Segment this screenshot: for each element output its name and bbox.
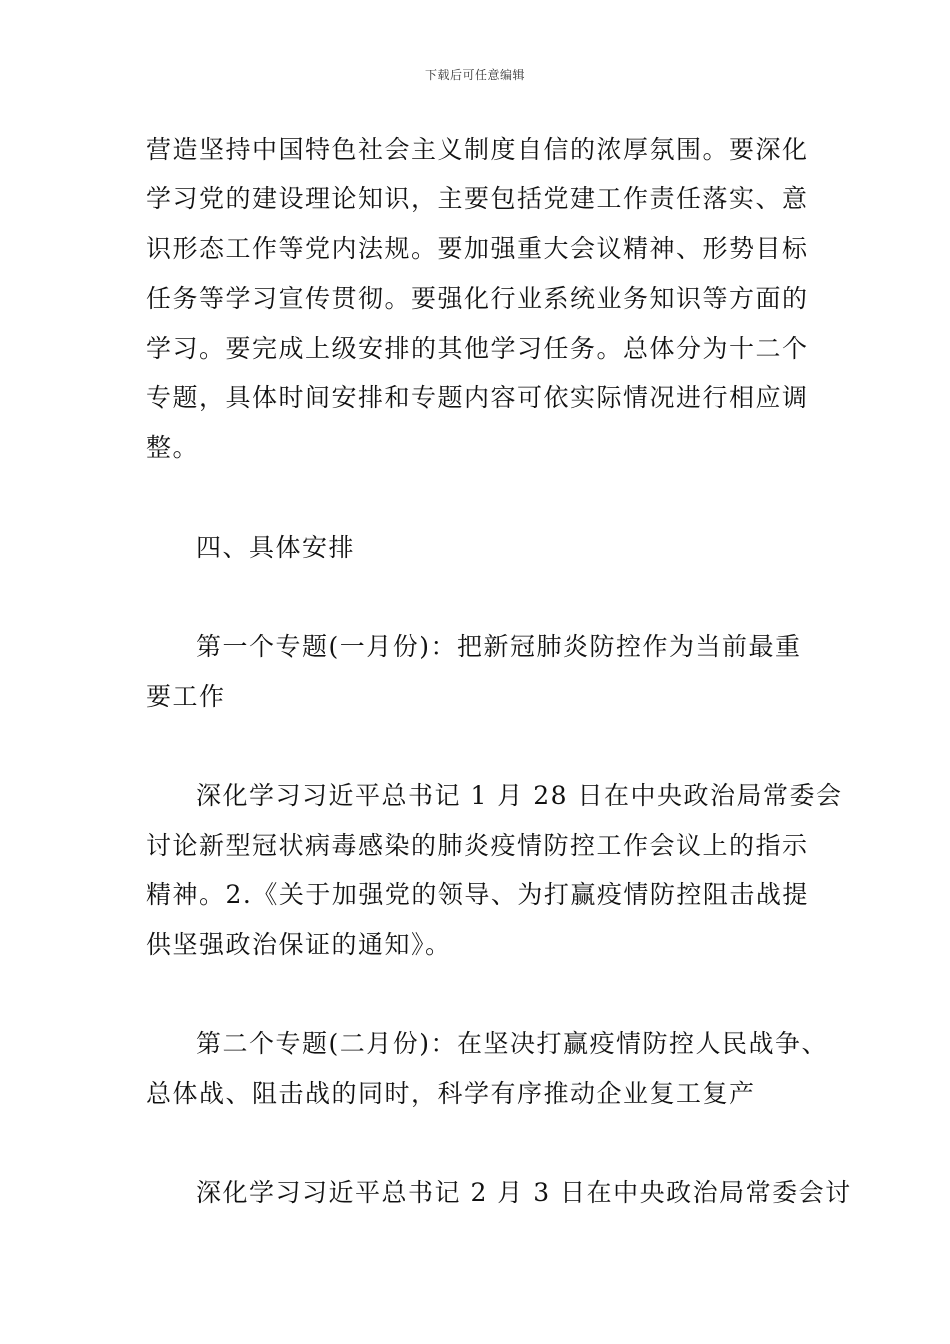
text-line: 精神。2.《关于加强党的领导、为打赢疫情防控阻击战提	[146, 880, 809, 909]
text-line: 深化学习习近平总书记 1 月 28 日在中央政治局常委会	[196, 781, 843, 810]
text-line: 深化学习习近平总书记 2 月 3 日在中央政治局常委会讨	[196, 1178, 852, 1207]
text-line: 学习。要完成上级安排的其他学习任务。总体分为十二个	[146, 334, 809, 363]
text-line: 总体战、阻击战的同时，科学有序推动企业复工复产	[146, 1079, 756, 1108]
text-line: 专题，具体时间安排和专题内容可依实际情况进行相应调	[146, 383, 809, 412]
page-header: 下载后可任意编辑	[424, 68, 525, 82]
text-line: 讨论新型冠状病毒感染的肺炎疫情防控工作会议上的指示	[146, 831, 809, 860]
text-line: 营造坚持中国特色社会主义制度自信的浓厚氛围。要深化	[146, 135, 809, 164]
text-line: 第二个专题(二月份)：在坚决打赢疫情防控人民战争、	[196, 1029, 829, 1058]
text-line: 任务等学习宣传贯彻。要强化行业系统业务知识等方面的	[146, 284, 809, 313]
section-heading: 四、具体安排	[196, 533, 356, 562]
text-line: 学习党的建设理论知识，主要包括党建工作责任落实、意	[146, 184, 809, 213]
text-line: 要工作	[146, 682, 226, 711]
text-line: 供坚强政治保证的通知》。	[146, 930, 452, 959]
text-line: 第一个专题(一月份)：把新冠肺炎防控作为当前最重	[196, 632, 802, 661]
text-line: 整。	[146, 433, 200, 462]
text-line: 识形态工作等党内法规。要加强重大会议精神、形势目标	[146, 234, 809, 263]
